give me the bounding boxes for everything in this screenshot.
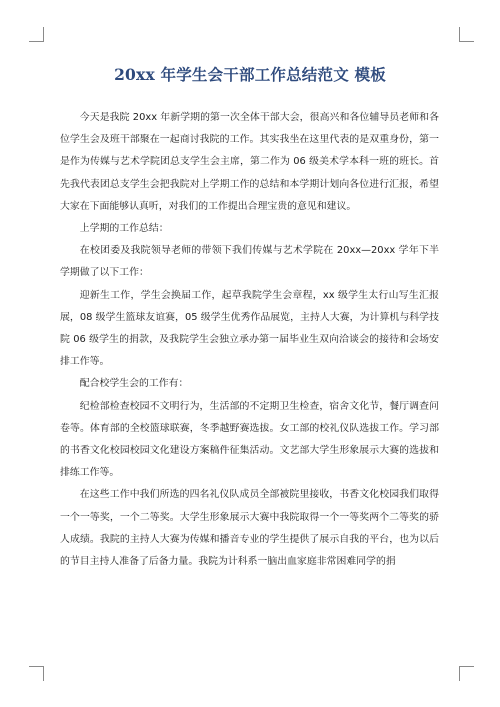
- page-corner-mark-top-right: [459, 27, 474, 42]
- paragraph-cooperation-list: 纪检部检查校园不文明行为，生活部的不定期卫生检查，宿舍文化节，餐厅调查问卷等。体育部的全校篮球联赛，冬季越野赛选拔。女工部的校礼仪队选拔工作。学习部的书香文化校园校园文化建设方案稿件征集活动。文艺部大学生形象展示大赛的选拔和排练工作等。: [60, 400, 439, 479]
- page-corner-mark-top-left: [29, 27, 44, 42]
- paragraph-achievements: 在这些工作中我们所选的四名礼仪队成员全部被院里接收，书香文化校园我们取得一个一等奖，一个二等奖。大学生形象展示大赛中我院取得一个一等奖两个二等奖的骄人成绩。我院的主持人大赛为传媒和播音专业的学生提供了展示自我的平台，也为以后的节目主持人准备了后备力量。我院为计科系一脑出血家庭非常困难同学的捐: [60, 489, 439, 568]
- document-title: 20xx 年学生会干部工作总结范文 模板: [114, 65, 386, 84]
- paragraph-work-intro: 在校团委及我院领导老师的带领下我们传媒与艺术学院在 20xx—20xx 学年下半学期做了以下工作：: [60, 245, 439, 279]
- document-body: [60, 107, 439, 573]
- paragraph-cooperation-heading: 配合校学生会的工作有：: [79, 378, 189, 390]
- page-corner-mark-bottom-right: [459, 666, 474, 681]
- paragraph-intro: 今天是我院 20xx 年新学期的第一次全体干部大会，很高兴和各位辅导员老师和各位学生会及班干部聚在一起商讨我院的工作。其实我坐在这里代表的是双重身份，第一是作为传媒与艺术学院团总支学生会主席，第二作为 06 级美术学本科一班的班长。首先我代表团总支学生会把我院对上学期工作的总结和本学期计划向各位进行汇报，希望大家在下面能够认真听，对我们的工作提出合理宝贵的意见和建议。: [60, 112, 439, 212]
- paragraph-summary-heading: 上学期的工作总结：: [79, 223, 169, 235]
- paragraph-work-list: 迎新生工作，学生会换届工作，起草我院学生会章程，xx 级学生太行山写生汇报展，08 级学生篮球友谊赛，05 级学生优秀作品展览，主持人大赛，为计算机与科学技院 06 级学生的捐款，及我院学生会独立承办第一届毕业生双向洽谈会的接待和会场安排工作等。: [60, 289, 439, 368]
- page-corner-mark-bottom-left: [29, 666, 44, 681]
